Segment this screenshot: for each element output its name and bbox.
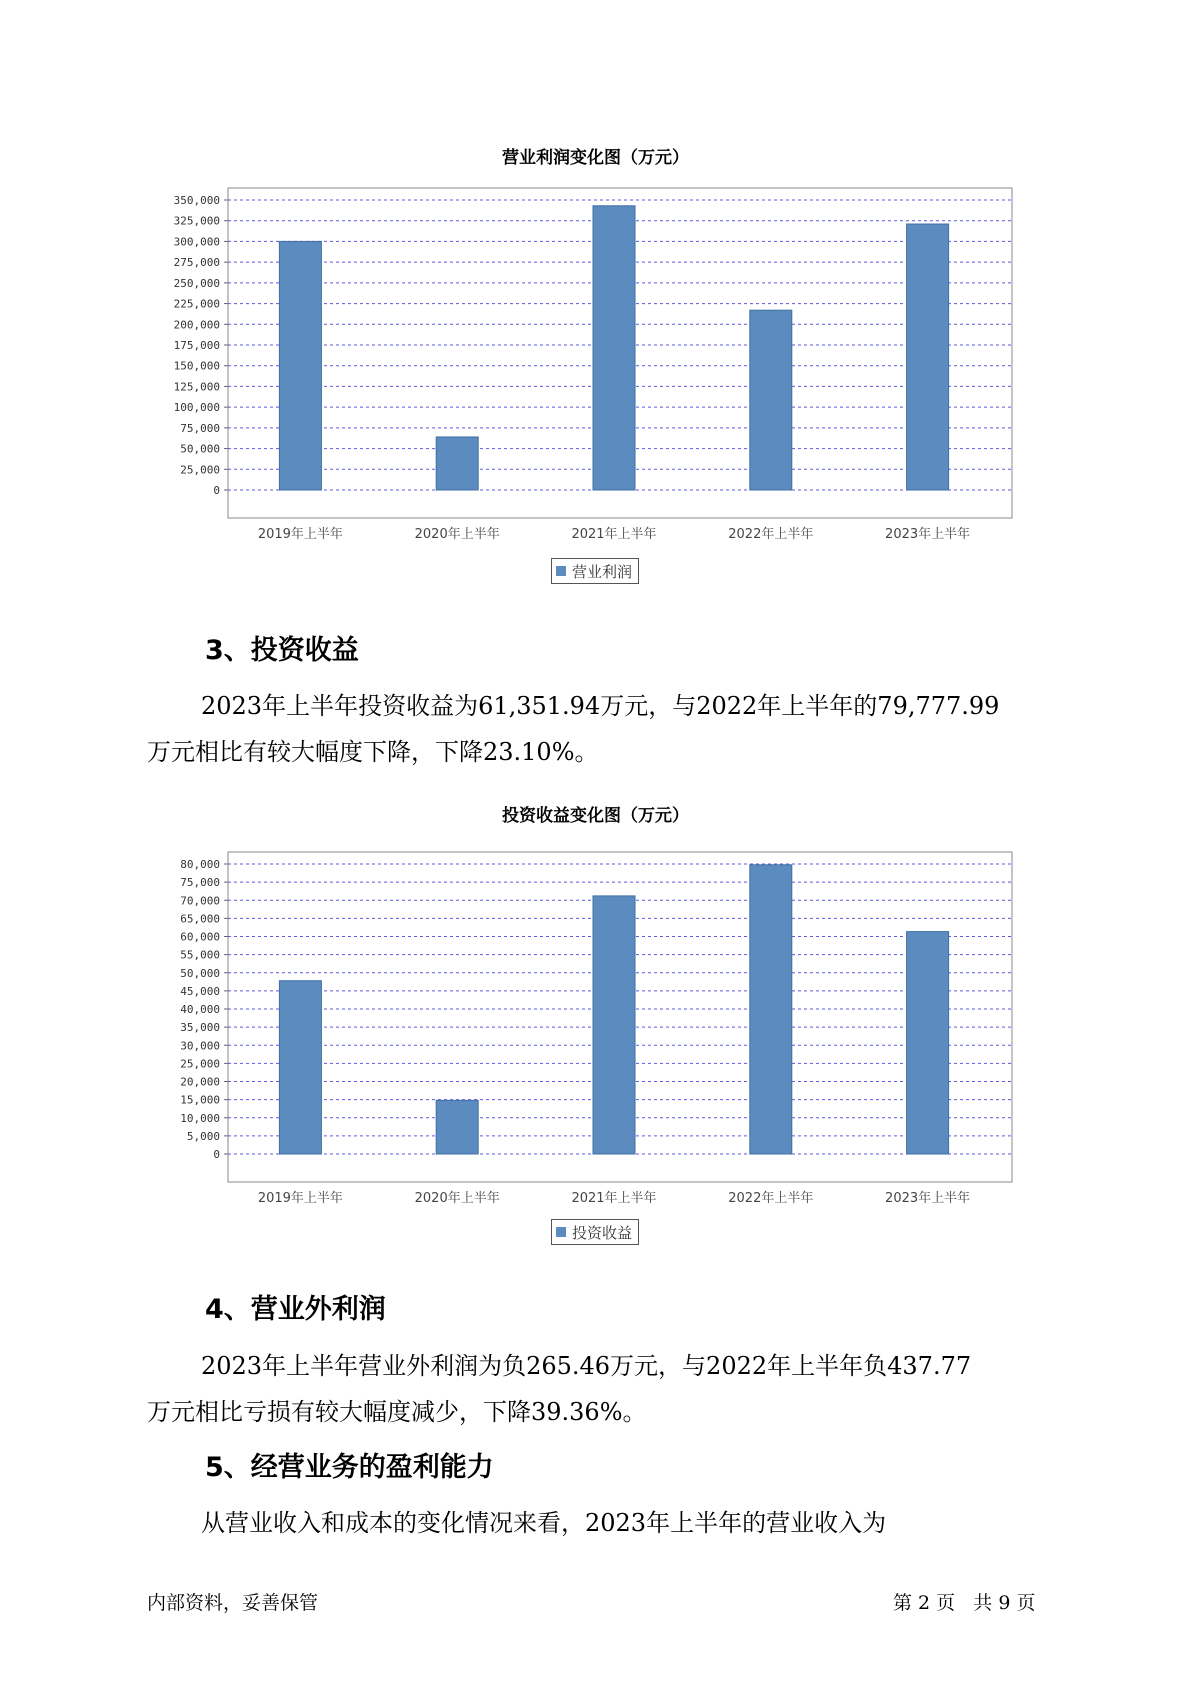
chart-title-investment-income: 投资收益变化图（万元）	[502, 806, 689, 826]
footer-confidential-note: 内部资料，妥善保管	[147, 1592, 319, 1614]
bar-3	[593, 206, 635, 490]
y-tick-label: 100,000	[173, 401, 220, 415]
y-tick-label: 55,000	[180, 948, 220, 962]
x-tick-label: 2019年上半年	[257, 1191, 343, 1206]
y-tick-label: 125,000	[173, 380, 220, 394]
chart-legend-operating-profit	[551, 558, 639, 584]
y-tick-label: 80,000	[180, 858, 220, 871]
y-tick-label: 5,000	[186, 1129, 220, 1143]
bar-5	[907, 932, 949, 1154]
y-tick-label: 10,000	[180, 1111, 220, 1125]
legend-swatch	[556, 1227, 566, 1237]
operating-profit-chart	[0, 168, 1191, 542]
x-tick-label: 2020年上半年	[414, 1191, 500, 1206]
x-tick-label: 2022年上半年	[728, 527, 814, 542]
paragraph-line: 万元相比有较大幅度下降，下降23.10%。	[147, 738, 599, 766]
section-heading-profitability: 5、经营业务的盈利能力	[205, 1452, 494, 1483]
bar-2	[436, 1100, 478, 1154]
y-tick-label: 275,000	[173, 256, 220, 270]
y-tick-label: 60,000	[180, 930, 220, 944]
y-tick-label: 20,000	[180, 1075, 220, 1089]
y-tick-label: 25,000	[180, 1057, 220, 1071]
bar-5	[907, 224, 949, 490]
y-tick-label: 0	[213, 484, 220, 497]
bar-3	[593, 896, 635, 1154]
x-tick-label: 2021年上半年	[571, 527, 657, 542]
y-tick-label: 45,000	[180, 984, 220, 998]
y-tick-label: 25,000	[180, 463, 220, 477]
y-tick-label: 75,000	[180, 421, 220, 435]
x-tick-label: 2021年上半年	[571, 1191, 657, 1206]
y-tick-label: 65,000	[180, 912, 220, 926]
section-heading-non-operating-profit: 4、营业外利润	[205, 1294, 386, 1325]
y-tick-label: 350,000	[173, 194, 220, 207]
y-tick-label: 325,000	[173, 214, 220, 228]
paragraph-investment-income	[147, 683, 1077, 775]
footer-page-number: 第 2 页 共 9 页	[893, 1592, 1036, 1614]
paragraph-line: 万元相比亏损有较大幅度减少，下降39.36%。	[147, 1398, 647, 1426]
y-tick-label: 225,000	[173, 297, 220, 311]
investment-income-chart	[0, 832, 1191, 1206]
bar-1	[279, 241, 321, 490]
x-tick-label: 2022年上半年	[728, 1191, 814, 1206]
y-tick-label: 0	[213, 1148, 220, 1161]
paragraph-profitability	[147, 1500, 1077, 1546]
legend-label: 营业利润	[572, 562, 633, 581]
y-tick-label: 300,000	[173, 235, 220, 249]
y-tick-label: 30,000	[180, 1039, 220, 1053]
section-heading-investment-income: 3、投资收益	[205, 635, 359, 666]
y-tick-label: 175,000	[173, 339, 220, 352]
y-tick-label: 50,000	[180, 966, 220, 980]
bar-2	[436, 437, 478, 490]
bar-1	[279, 981, 321, 1154]
y-tick-label: 75,000	[180, 876, 220, 890]
y-tick-label: 70,000	[180, 894, 220, 908]
paragraph-non-operating-profit	[147, 1343, 1077, 1435]
legend-label: 投资收益	[572, 1223, 633, 1242]
chart-title-operating-profit: 营业利润变化图（万元）	[502, 148, 689, 168]
y-tick-label: 150,000	[173, 359, 220, 373]
y-tick-label: 50,000	[180, 442, 220, 456]
x-tick-label: 2020年上半年	[414, 527, 500, 542]
y-tick-label: 40,000	[180, 1003, 220, 1016]
paragraph-line: 2023年上半年投资收益为61,351.94万元，与2022年上半年的79,777.99	[201, 692, 1000, 720]
y-tick-label: 250,000	[173, 276, 220, 290]
bar-4	[750, 865, 792, 1154]
paragraph-line: 2023年上半年营业外利润为负265.46万元，与2022年上半年负437.77	[201, 1352, 972, 1380]
y-tick-label: 200,000	[173, 318, 220, 332]
x-tick-label: 2019年上半年	[257, 527, 343, 542]
paragraph-line: 从营业收入和成本的变化情况来看，2023年上半年的营业收入为	[201, 1509, 887, 1537]
y-tick-label: 15,000	[180, 1093, 220, 1107]
x-tick-label: 2023年上半年	[885, 527, 971, 542]
y-tick-label: 35,000	[180, 1021, 220, 1035]
x-tick-label: 2023年上半年	[885, 1191, 971, 1206]
chart-legend-investment-income	[551, 1219, 639, 1245]
bar-4	[750, 310, 792, 490]
legend-swatch	[556, 566, 566, 576]
